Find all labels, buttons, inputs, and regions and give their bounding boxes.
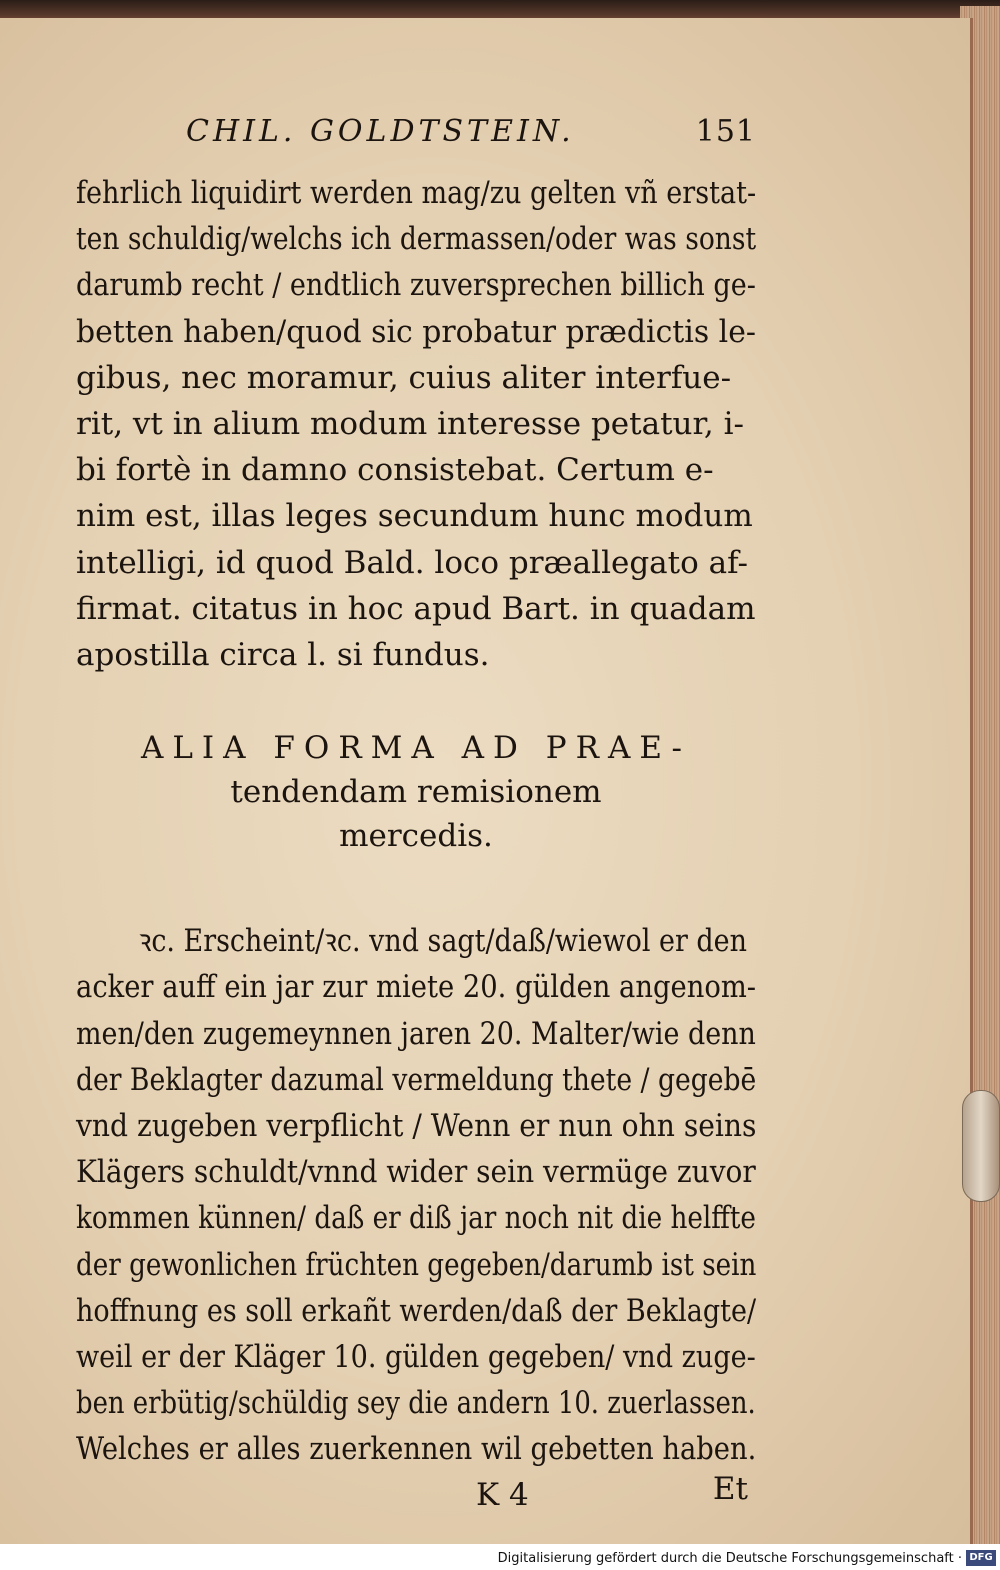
heading-line-1: ALIA FORMA AD PRAE- <box>140 730 692 767</box>
text-line: hoffnung es soll erkañt werden/daß der Beklagte/ <box>76 1292 757 1329</box>
dfg-logo: DFG <box>966 1550 996 1566</box>
text-line: betten haben/quod sic probatur prædictis le- <box>76 313 756 350</box>
page-number: 151 <box>695 114 756 149</box>
paragraph-1 <box>76 170 756 678</box>
text-line: men/den zugemeynnen jaren 20. Malter/wie denn <box>76 1015 756 1052</box>
section-heading <box>76 726 756 858</box>
text-line: Welches er alles zuerkennen wil gebetten haben. <box>76 1431 757 1468</box>
text-line: ten schuldig/welchs ich dermassen/oder was sonst <box>76 221 757 258</box>
footer-bar <box>0 1544 1000 1570</box>
text-line: ben erbütig/schüldig sey die andern 10. zuerlassen. <box>76 1385 756 1422</box>
text-line: der gewonlichen früchten gegeben/darumb ist sein <box>76 1246 757 1283</box>
heading-line-3: mercedis. <box>339 818 493 855</box>
catchword: Et <box>712 1470 748 1507</box>
text-line: firmat. citatus in hoc apud Bart. in quadam <box>76 590 756 627</box>
text-line: der Beklagter dazumal vermeldung thete / gegebē <box>76 1061 757 1098</box>
book-page <box>0 18 973 1546</box>
text-line: rit, vt in alium modum interesse petatur, i- <box>76 406 745 443</box>
text-line: darumb recht / endtlich zuversprechen billich ge- <box>76 267 756 304</box>
running-head-title: CHIL. GOLDTSTEIN. <box>186 114 575 149</box>
heading-line-2: tendendam remisionem <box>230 774 602 811</box>
text-line: vnd zugeben verpflicht / Wenn er nun ohn seins <box>76 1108 757 1145</box>
text-line: fehrlich liquidirt werden mag/zu gelten vñ erstat- <box>76 175 757 211</box>
text-line: bi fortè in damno consistebat. Certum e- <box>76 452 714 489</box>
running-head <box>76 110 756 170</box>
text-line: gibus, nec moramur, cuius aliter interfue- <box>76 359 732 396</box>
footer-credit: Digitalisierung gefördert durch die Deutsche Forschungsgemeinschaft · <box>497 1551 962 1566</box>
text-line: weil er der Kläger 10. gülden gegeben/ vnd zuge- <box>76 1339 756 1376</box>
text-line: acker auff ein jar zur miete 20. gülden angenom- <box>76 969 757 1006</box>
signature-mark: K 4 <box>476 1476 529 1513</box>
text-line: kommen künnen/ daß er diß jar noch nit die helffte <box>76 1200 756 1237</box>
text-line: Klägers schuldt/vnnd wider sein vermüge zuvor <box>76 1154 756 1191</box>
catchline <box>76 1470 756 1523</box>
paragraph-2 <box>76 918 756 1472</box>
text-line: intelligi, id quod Bald. loco præallegato af- <box>76 544 748 581</box>
text-line: ꝛc. Erscheint/ꝛc. vnd sagt/daß/wiewol er den <box>138 923 747 960</box>
text-block <box>76 110 756 1523</box>
text-line: nim est, illas leges secundum hunc modum <box>76 498 753 535</box>
bookmark-ribbon <box>962 1090 1000 1202</box>
text-line: apostilla circa l. si fundus. <box>76 637 490 674</box>
